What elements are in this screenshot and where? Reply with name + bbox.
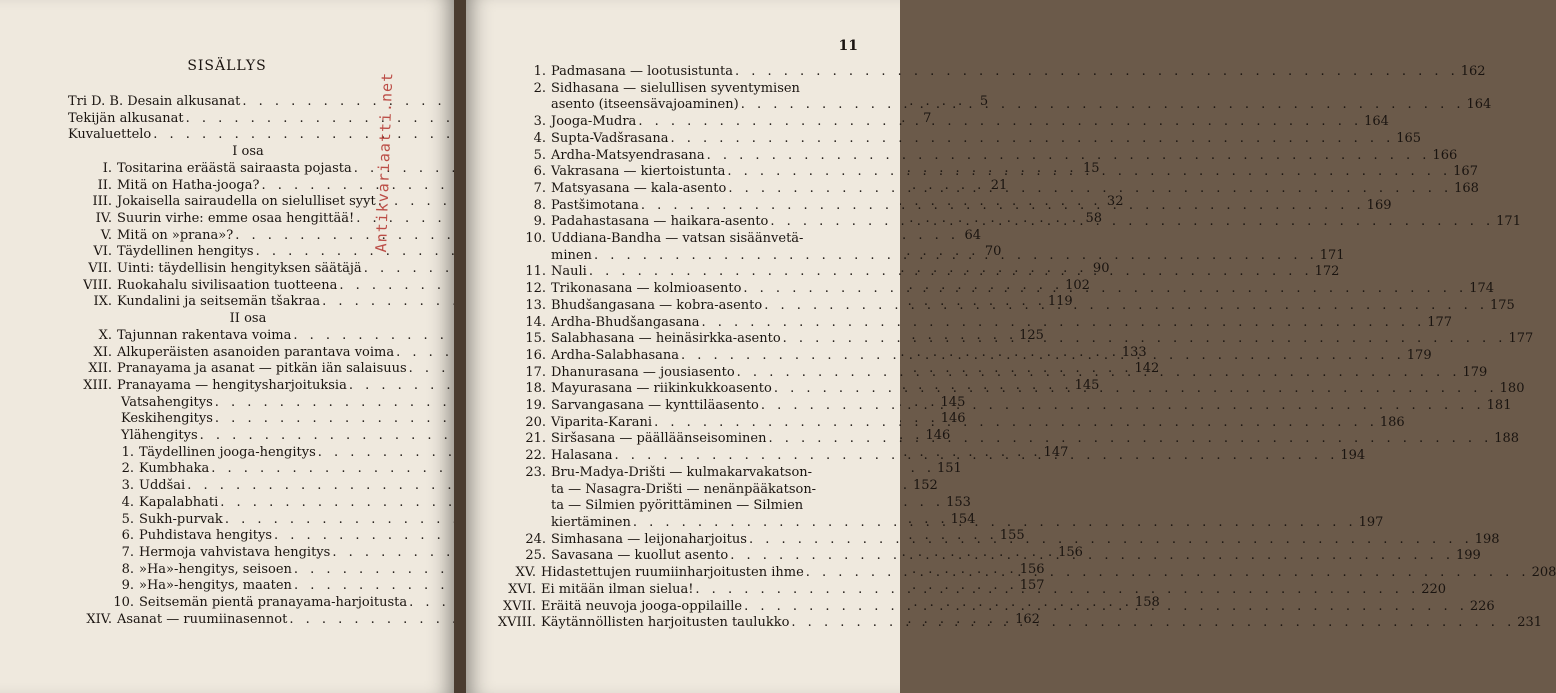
entry-page-number: 156 (1058, 544, 1083, 560)
entry-page-number: 90 (1092, 261, 1110, 277)
entry-page-number: 231 (1517, 615, 1543, 631)
entry-title: Mitä on »prana»? (117, 227, 234, 243)
entry-number: 8. (533, 197, 546, 213)
leader-dots (730, 548, 1454, 565)
toc-entry (68, 127, 428, 144)
entry-page-number: 155 (999, 528, 1025, 544)
leader-dots (670, 131, 1394, 148)
book-gutter (454, 0, 466, 693)
entry-number: III. (92, 194, 112, 210)
entry-title: Ardha-Salabhasana (551, 347, 679, 363)
entry-title: Pranayama ja asanat — pitkän iän salaisuus (117, 361, 407, 377)
entry-page-number: 198 (1474, 531, 1500, 547)
entry-title: Bru-Madya-Drišti — kulmakarvakatson- (551, 464, 813, 480)
entry-title: Tajunnan rakentava voima (117, 327, 292, 343)
entry-number: 17. (525, 364, 546, 380)
entry-page-number: 177 (1427, 314, 1453, 330)
entry-number: 11. (525, 264, 546, 280)
leader-dots (806, 565, 1530, 582)
entry-page-number: 164 (1364, 114, 1389, 130)
toc-entry (496, 465, 868, 482)
leader-dots (743, 281, 1467, 298)
page-number: 11 (838, 38, 858, 54)
entry-title: Tositarina eräästä sairaasta pojasta (117, 160, 352, 176)
entry-title: minen (551, 247, 592, 263)
entry-number: XII. (88, 361, 112, 377)
entry-page-number: 32 (1106, 194, 1124, 210)
part-heading: II osa (229, 311, 267, 327)
entry-number: 15. (525, 331, 546, 347)
entry-page-number: 172 (1314, 264, 1340, 280)
entry-title: Padahastasana — haikara-asento (551, 214, 769, 230)
entry-title: Viparita-Karani (551, 414, 653, 430)
entry-page-number: 133 (1121, 344, 1147, 360)
entry-page-number: 145 (1074, 377, 1100, 393)
entry-page-number: 58 (1085, 210, 1102, 226)
toc-entry (496, 97, 1492, 114)
entry-page-number: 180 (1499, 381, 1525, 397)
entry-title: Puhdistava hengitys (139, 528, 273, 544)
entry-page-number: 146 (925, 428, 951, 444)
entry-number: VIII. (83, 277, 112, 293)
entry-title: Mayurasana — riikinkukkoasento (551, 381, 772, 397)
entry-title: Pastšimotana (551, 197, 639, 213)
entry-number: 24. (525, 531, 546, 547)
entry-page-number: 154 (950, 511, 976, 527)
leader-dots (727, 164, 1451, 181)
entry-number: 8. (121, 561, 134, 577)
entry-number: 23. (525, 464, 546, 480)
entry-title: Kumbhaka (139, 461, 210, 477)
leader-dots (641, 198, 1365, 215)
entry-number: X. (98, 327, 112, 343)
entry-page-number: 21 (990, 177, 1008, 193)
entry-title: Sarvangasana — kynttiläasento (551, 398, 759, 414)
entry-page-number: 171 (1319, 247, 1345, 263)
entry-title: Pranayama — hengitysharjoituksia (117, 377, 347, 393)
toc-entry (496, 147, 1458, 165)
entry-number: 22. (525, 448, 546, 464)
entry-title: »Ha»-hengitys, seisoen (139, 561, 292, 577)
entry-page-number: 162 (1460, 64, 1486, 79)
entry-number: 7. (533, 180, 546, 196)
entry-page-number: 145 (940, 394, 966, 410)
entry-title: Ei mitään ilman sielua! (541, 581, 694, 597)
leader-dots (735, 64, 1459, 81)
entry-page-number: 186 (1379, 414, 1405, 430)
entry-number: 25. (525, 548, 546, 564)
toc-entry (496, 482, 868, 499)
entry-number: XVII. (502, 598, 536, 614)
entry-number: 2. (533, 80, 546, 96)
entry-title: Nauli (551, 264, 587, 280)
entry-title: Käytännöllisten harjoitusten taulukko (541, 615, 790, 631)
entry-title: Bhudšangasana — kobra-asento (551, 297, 763, 313)
entry-title: Simhasana — leijonaharjoitus (551, 531, 747, 547)
entry-title: Vakrasana — kiertoistunta (551, 164, 726, 180)
entry-number: 1. (533, 64, 546, 79)
entry-number: 1. (121, 444, 134, 460)
leader-dots (768, 431, 1492, 448)
entry-page-number: 167 (1453, 164, 1478, 180)
entry-number: 2. (121, 461, 134, 477)
leader-dots (695, 582, 1419, 599)
entry-page-number: 158 (1134, 595, 1160, 611)
entry-page-number: 153 (946, 494, 971, 510)
leader-dots (761, 398, 1485, 415)
entry-number: 4. (121, 494, 134, 510)
entry-title: Sidhasana — sielullisen syventymisen (551, 80, 800, 96)
entry-page-number: 146 (940, 411, 966, 427)
leader-dots (638, 114, 1362, 131)
entry-number: XIV. (86, 611, 112, 627)
entry-number: 10. (113, 595, 134, 611)
leader-dots (791, 615, 1515, 632)
toc-entry (496, 64, 1486, 81)
leader-dots (633, 515, 1357, 532)
entry-page-number: 175 (1490, 297, 1515, 313)
entry-page-number: 226 (1469, 598, 1495, 614)
entry-title: Trikonasana — kolmioasento (551, 281, 742, 297)
entry-page-number: 102 (1065, 277, 1090, 293)
entry-number: XVI. (508, 581, 536, 597)
entry-page-number: 179 (1406, 347, 1432, 363)
entry-number: IX. (93, 294, 112, 310)
toc-entry (496, 498, 868, 515)
entry-title: Vatsahengitys (121, 394, 213, 410)
entry-number: V. (100, 227, 112, 243)
entry-number: I. (102, 160, 112, 176)
entry-page-number: 152 (912, 478, 938, 494)
entry-title: Uddiana-Bandha — vatsan sisäänvetä- (551, 231, 804, 247)
entry-page-number: 142 (1134, 361, 1160, 377)
entry-number: XV. (515, 565, 536, 581)
leader-dots (783, 331, 1507, 348)
leader-dots (707, 148, 1431, 165)
entry-number: 16. (525, 347, 546, 363)
toc-entry (496, 81, 868, 98)
entry-title: Keskihengitys (121, 411, 213, 427)
toc-entry (496, 314, 1453, 332)
entry-page-number: 64 (964, 227, 981, 243)
entry-page-number: 7 (923, 110, 932, 126)
leader-dots (589, 264, 1313, 281)
entry-number: XI. (93, 344, 112, 360)
leader-dots (774, 381, 1498, 398)
leader-dots (770, 214, 1494, 231)
entry-number: 3. (121, 478, 134, 494)
entry-page-number: 125 (1019, 327, 1044, 343)
entry-number: 5. (121, 511, 134, 527)
leader-dots (594, 248, 1318, 265)
entry-page-number: 156 (1019, 561, 1045, 577)
entry-page-number: 165 (1396, 130, 1422, 146)
entry-number: 6. (121, 528, 134, 544)
entry-page-number: 197 (1358, 514, 1384, 530)
entry-number: VI. (93, 244, 112, 260)
leader-dots (744, 599, 1468, 616)
toc-entry (496, 114, 1389, 131)
entry-page-number: 199 (1456, 548, 1481, 564)
entry-title: Ruokahalu sivilisaation tuotteena (117, 277, 338, 293)
entry-number: II. (97, 177, 112, 193)
entry-title: kiertäminen (551, 514, 631, 530)
entry-page-number: 177 (1508, 331, 1534, 347)
entry-title: Eräitä neuvoja jooga-oppilaille (541, 598, 743, 614)
entry-title: Täydellinen hengitys (117, 244, 254, 260)
entry-title: Kuvaluettelo (68, 127, 152, 143)
entry-number: XVIII. (497, 615, 536, 631)
entry-title: Jokaisella sairaudella on sielulliset syyt (117, 194, 376, 210)
entry-title: Ardha-Matsyendrasana (551, 147, 705, 163)
entry-page-number: 151 (936, 461, 962, 477)
entry-title: Kapalabhati (139, 494, 219, 510)
part-heading: I osa (232, 144, 264, 160)
entry-page-number: 169 (1366, 197, 1392, 213)
contents-title: SISÄLLYS (187, 58, 267, 74)
entry-page-number: 119 (1047, 294, 1073, 310)
entry-title: ta — Nasagra-Drišti — nenänpääkatson- (551, 481, 817, 497)
entry-page-number: 157 (1019, 578, 1045, 594)
entry-number: 9. (533, 214, 546, 230)
entry-title: Alkuperäisten asanoiden parantava voima (117, 344, 395, 360)
entry-number: XIII. (83, 377, 112, 393)
entry-page-number: 5 (979, 94, 989, 109)
entry-title: Sukh-purvak (139, 511, 223, 527)
entry-number: 21. (525, 431, 546, 447)
entry-title: »Ha»-hengitys, maaten (139, 578, 292, 594)
entry-page-number: 70 (984, 244, 1002, 260)
entry-number: 14. (525, 314, 546, 330)
entry-number: 13. (525, 297, 546, 313)
entry-title: Padmasana — lootusistunta (551, 64, 733, 79)
entry-page-number: 147 (1043, 444, 1069, 460)
entry-page-number: 15 (1083, 160, 1100, 176)
entry-title: Uinti: täydellisin hengityksen säätäjä (117, 261, 362, 277)
entry-title: Ylähengitys (121, 428, 198, 444)
entry-title: Matsyasana — kala-asento (551, 180, 727, 196)
entry-title: Täydellinen jooga-hengitys (139, 444, 316, 460)
entry-title: Ardha-Bhudšangasana (551, 314, 700, 330)
entry-title: Supta-Vadšrasana (551, 130, 669, 146)
entry-page-number: 168 (1454, 180, 1479, 196)
entry-title: Siršasana — päälläänseisominen (551, 431, 767, 447)
entry-title: Mitä on Hatha-jooga? (117, 177, 260, 193)
entry-number: IV. (95, 210, 112, 226)
entry-title: Halasana (551, 448, 613, 464)
leader-dots (701, 315, 1425, 332)
entry-title: Hermoja vahvistava hengitys (139, 544, 331, 560)
entry-page-number: 166 (1432, 147, 1458, 163)
toc-entry (496, 231, 868, 248)
entry-page-number: 194 (1340, 448, 1366, 464)
entry-number: 20. (525, 414, 546, 430)
entry-title: asento (itseensävajoaminen) (551, 97, 739, 113)
entry-page-number: 171 (1496, 214, 1521, 230)
entry-title: Uddšai (139, 478, 186, 494)
leader-dots (749, 532, 1473, 549)
entry-title: Suurin virhe: emme osaa hengittää! (117, 210, 355, 226)
entry-number: 19. (525, 398, 546, 414)
leader-dots (764, 298, 1488, 315)
entry-page-number: 162 (1015, 611, 1040, 627)
entry-title: Kundalini ja seitsemän tšakraa (117, 294, 321, 310)
entry-page-number: 179 (1462, 364, 1488, 380)
entry-number: 10. (525, 231, 546, 247)
entry-title: Savasana — kuollut asento (551, 548, 729, 564)
leader-dots (741, 97, 1465, 114)
toc-entry (496, 130, 1422, 148)
leader-dots (681, 348, 1405, 365)
entry-number: 4. (533, 130, 546, 146)
watermark: Antikvariaatti.net (372, 71, 397, 253)
entry-title: Dhanurasana — jousiasento (551, 364, 735, 380)
entry-page-number: 174 (1469, 281, 1495, 297)
leader-dots (737, 365, 1461, 382)
entry-title: Tekijän alkusanat (68, 110, 184, 126)
entry-number: 3. (533, 114, 546, 130)
entry-page-number: 164 (1466, 97, 1492, 113)
entry-page-number: 220 (1421, 581, 1447, 597)
entry-title: Seitsemän pientä pranayama-harjoitusta (139, 595, 408, 611)
entry-title: Tri D. B. Desain alkusanat (68, 94, 241, 109)
entry-number: 7. (121, 544, 134, 560)
entry-number: VII. (88, 261, 112, 277)
leader-dots (615, 448, 1339, 465)
entry-title: Jooga-Mudra (551, 114, 637, 130)
leader-dots (728, 181, 1452, 198)
entry-page-number: 181 (1486, 398, 1512, 414)
entry-page-number: 208 (1531, 565, 1556, 581)
entry-title: Hidastettujen ruumiinharjoitusten ihme (541, 565, 804, 581)
entry-page-number: 188 (1494, 431, 1520, 447)
entry-number: 18. (525, 381, 546, 397)
leader-dots (654, 415, 1378, 432)
entry-number: 6. (533, 164, 546, 180)
entry-number: 9. (121, 578, 134, 594)
entry-title: Salabhasana — heinäsirkka-asento (551, 331, 781, 347)
entry-number: 5. (533, 147, 546, 163)
entry-title: Asanat — ruumiinasennot (117, 611, 288, 627)
entry-number: 12. (525, 281, 546, 297)
entry-title: ta — Silmien pyörittäminen — Silmien (551, 498, 804, 514)
